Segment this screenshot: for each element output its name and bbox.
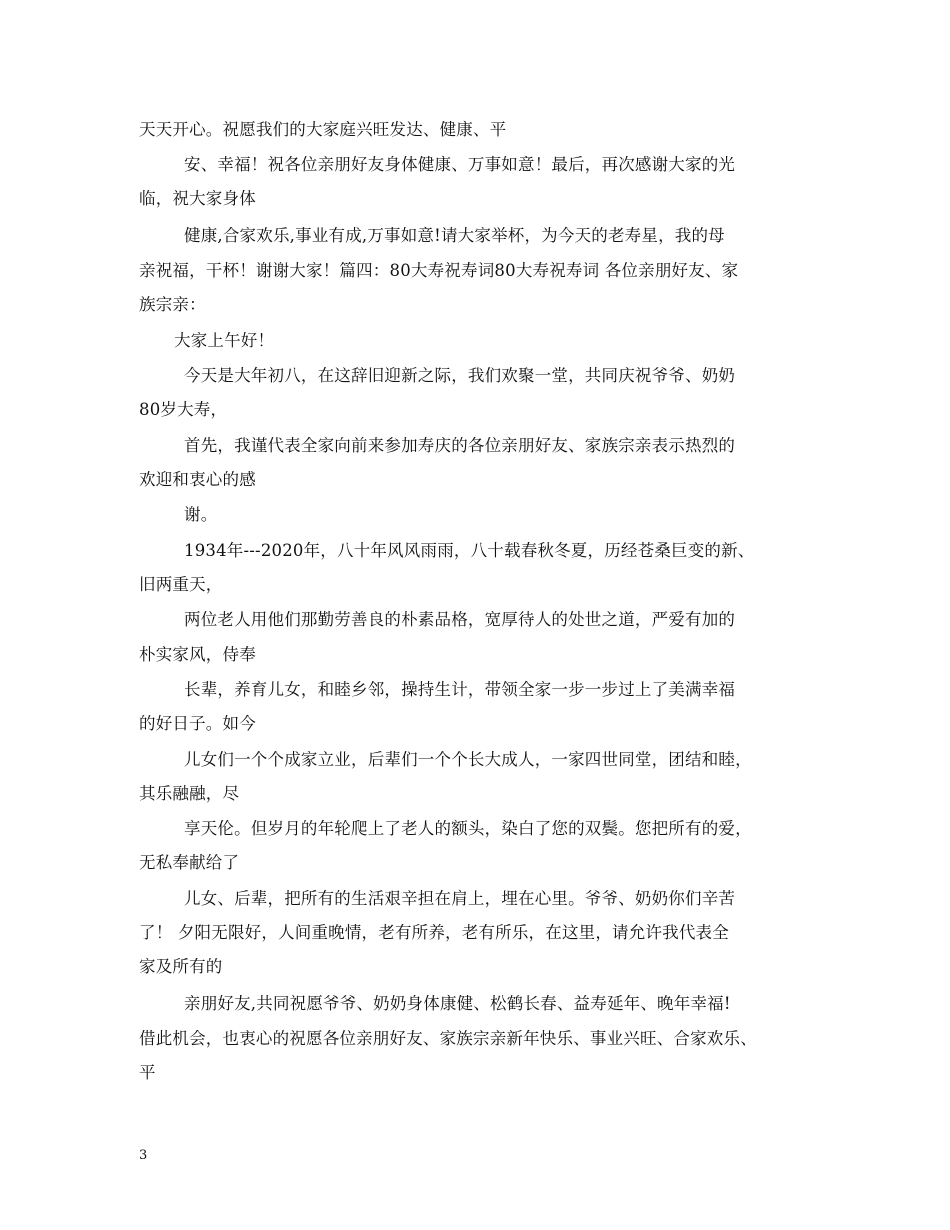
body-line: 长辈，养育儿女，和睦乡邻，操持生计，带领全家一步一步过上了美满幸福 bbox=[184, 680, 736, 699]
body-line: 1934年---2020年，八十年风风雨雨，八十载春秋冬夏，历经苍桑巨变的新、 bbox=[184, 541, 755, 560]
body-line: 80岁大寿， bbox=[139, 400, 228, 419]
body-line: 首先，我谨代表全家向前来参加寿庆的各位亲朋好友、家族宗亲表示热烈的 bbox=[184, 436, 736, 455]
greeting-line: 大家上午好！ bbox=[174, 331, 275, 350]
body-line: 欢迎和衷心的感 bbox=[139, 470, 256, 489]
body-line: 旧两重天， bbox=[139, 575, 223, 594]
body-line: 儿女们一个个成家立业，后辈们一个个长大成人，一家四世同堂，团结和睦， bbox=[184, 750, 752, 769]
body-line: 其乐融融，尽 bbox=[139, 784, 240, 803]
page-number: 3 bbox=[139, 1148, 148, 1163]
body-line: 借此机会，也衷心的祝愿各位亲朋好友、家族宗亲新年快乐、事业兴旺、合家欢乐、 bbox=[139, 1029, 757, 1048]
body-line: 亲祝福，干杯！谢谢大家！篇四：80大寿祝寿词80大寿祝寿词 各位亲朋好友、家 bbox=[139, 261, 739, 280]
body-line: 朴实家风，侍奉 bbox=[139, 645, 256, 664]
body-line: 安、幸福！祝各位亲朋好友身体健康、万事如意！最后，再次感谢大家的光 bbox=[184, 155, 736, 174]
body-line: 平 bbox=[139, 1063, 156, 1082]
body-line: 儿女、后辈，把所有的生活艰辛担在肩上，埋在心里。爷爷、奶奶你们辛苦 bbox=[184, 889, 736, 908]
body-line: 临，祝大家身体 bbox=[139, 189, 256, 208]
body-line: 享天伦。但岁月的年轮爬上了老人的额头，染白了您的双鬓。您把所有的爱， bbox=[184, 819, 752, 838]
body-line: 健康,合家欢乐,事业有成,万事如意!请大家举杯，为今天的老寿星，我的母 bbox=[184, 226, 725, 245]
body-line: 无私奉献给了 bbox=[139, 853, 240, 872]
body-line: 天天开心。祝愿我们的大家庭兴旺发达、健康、平 bbox=[139, 120, 507, 139]
body-line: 亲朋好友,共同祝愿爷爷、奶奶身体康健、松鹤长春、益寿延年、晚年幸福! bbox=[184, 994, 731, 1013]
body-line: 今天是大年初八，在这辞旧迎新之际，我们欢聚一堂，共同庆祝爷爷、奶奶 bbox=[184, 366, 736, 385]
body-line: 族宗亲： bbox=[139, 295, 206, 314]
body-line: 家及所有的 bbox=[139, 957, 223, 976]
body-line: 了！ 夕阳无限好，人间重晚情，老有所养，老有所乐，在这里，请允许我代表全 bbox=[139, 923, 729, 942]
body-line: 谢。 bbox=[184, 505, 218, 524]
body-line: 两位老人用他们那勤劳善良的朴素品格，宽厚待人的处世之道，严爱有加的 bbox=[184, 610, 736, 629]
body-line: 的好日子。如今 bbox=[139, 714, 256, 733]
